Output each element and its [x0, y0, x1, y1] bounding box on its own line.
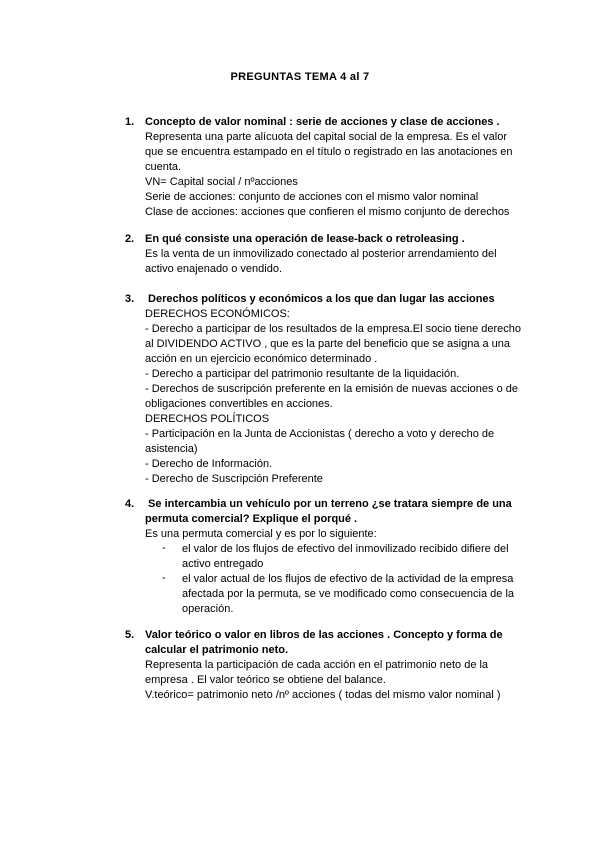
bullet-line: afectada por la permuta, se ve modificado como consecuencia de la [182, 588, 515, 600]
bullet-line: el valor de los flujos de efectivo del inmovilizado recibido difiere del [182, 543, 509, 555]
answer-line: obligaciones convertibles en acciones. [145, 398, 333, 410]
bullet-item [162, 542, 535, 572]
question-1-answer [145, 130, 535, 220]
answer-line: al DIVIDENDO ACTIVO , que es la parte del beneficio que se asigna a una [145, 338, 511, 350]
answer-line: Representa la participación de cada acción en el patrimonio neto de la [145, 659, 489, 671]
question-title: En qué consiste una operación de lease-back o retroleasing . [145, 233, 465, 245]
question-title: Concepto de valor nominal : serie de acciones y clase de acciones . [145, 116, 500, 128]
bullet-line: el valor actual de los flujos de efectivo de la actividad de la empresa [182, 573, 514, 585]
answer-intro: Es una permuta comercial y es por lo siguiente: [145, 528, 377, 540]
question-1 [125, 115, 535, 220]
bullet-line: activo entregado [182, 558, 264, 570]
question-title [145, 628, 535, 658]
answer-line: activo enajenado o vendido. [145, 263, 282, 275]
question-5-heading [125, 628, 535, 658]
question-title [145, 497, 535, 527]
dash-bullet: - [162, 542, 166, 554]
question-title: Derechos políticos y económicos a los que dan lugar las acciones [145, 293, 495, 305]
question-number: 1. [125, 116, 135, 128]
answer-line: - Derecho a participar del patrimonio resultante de la liquidación. [145, 368, 460, 380]
answer-line: V.teórico= patrimonio neto /nº acciones ( todas del mismo valor nominal ) [145, 689, 501, 701]
question-title-line: Valor teórico o valor en libros de las acciones . Concepto y forma de [145, 629, 503, 641]
question-4-heading [125, 497, 535, 527]
question-3-answer [145, 307, 535, 487]
question-number: 3. [125, 293, 135, 305]
answer-line: asistencia) [145, 443, 198, 455]
answer-line: Representa una parte alícuota del capital social de la empresa. Es el valor [145, 131, 507, 143]
bullet-item [162, 572, 535, 617]
question-3-heading [125, 292, 535, 307]
question-3 [125, 292, 535, 487]
answer-line: - Derechos de suscripción preferente en la emisión de nuevas acciones o de [145, 383, 518, 395]
answer-line: - Derecho a participar de los resultados de la empresa.El socio tiene derecho [145, 323, 522, 335]
answer-line: Serie de acciones: conjunto de acciones con el mismo valor nominal [145, 191, 479, 203]
question-1-heading [125, 115, 535, 130]
page-title: PREGUNTAS TEMA 4 al 7 [230, 71, 370, 83]
answer-line: Es la venta de un inmovilizado conectado al posterior arrendamiento del [145, 248, 497, 260]
question-number: 5. [125, 629, 135, 641]
bullet-line: operación. [182, 603, 234, 615]
answer-line: cuenta. [145, 161, 182, 173]
section-heading-economic: DERECHOS ECONÓMICOS: [145, 308, 290, 320]
question-number: 4. [125, 498, 135, 510]
question-4-answer [145, 527, 535, 617]
answer-line: - Derecho de Información. [145, 458, 273, 470]
answer-line: - Participación en la Junta de Accionistas ( derecho a voto y derecho de [145, 428, 495, 440]
question-2-heading [125, 232, 535, 247]
question-title-line: Se intercambia un vehículo por un terreno ¿se tratara siempre de una [145, 498, 512, 510]
question-2-answer [145, 247, 535, 277]
answer-line: - Derecho de Suscripción Preferente [145, 473, 323, 485]
question-2 [125, 232, 535, 277]
section-heading-political: DERECHOS POLÍTICOS [145, 413, 270, 425]
answer-line: acción en un ejercicio económico determinado . [145, 353, 378, 365]
answer-line: VN= Capital social / nºacciones [145, 176, 298, 188]
question-number: 2. [125, 233, 135, 245]
question-5 [125, 628, 535, 703]
answer-line: Clase de acciones: acciones que confieren el mismo conjunto de derechos [145, 206, 510, 218]
question-4 [125, 497, 535, 617]
question-title-line: permuta comercial? Explique el porqué . [145, 513, 358, 525]
question-title-line: calcular el patrimonio neto. [145, 644, 289, 656]
dash-bullet: - [162, 572, 166, 584]
answer-line: empresa . El valor teórico se obtiene del balance. [145, 674, 386, 686]
answer-line: que se encuentra estampado en el título o registrado en las anotaciones en [145, 146, 513, 158]
question-5-answer [145, 658, 535, 703]
